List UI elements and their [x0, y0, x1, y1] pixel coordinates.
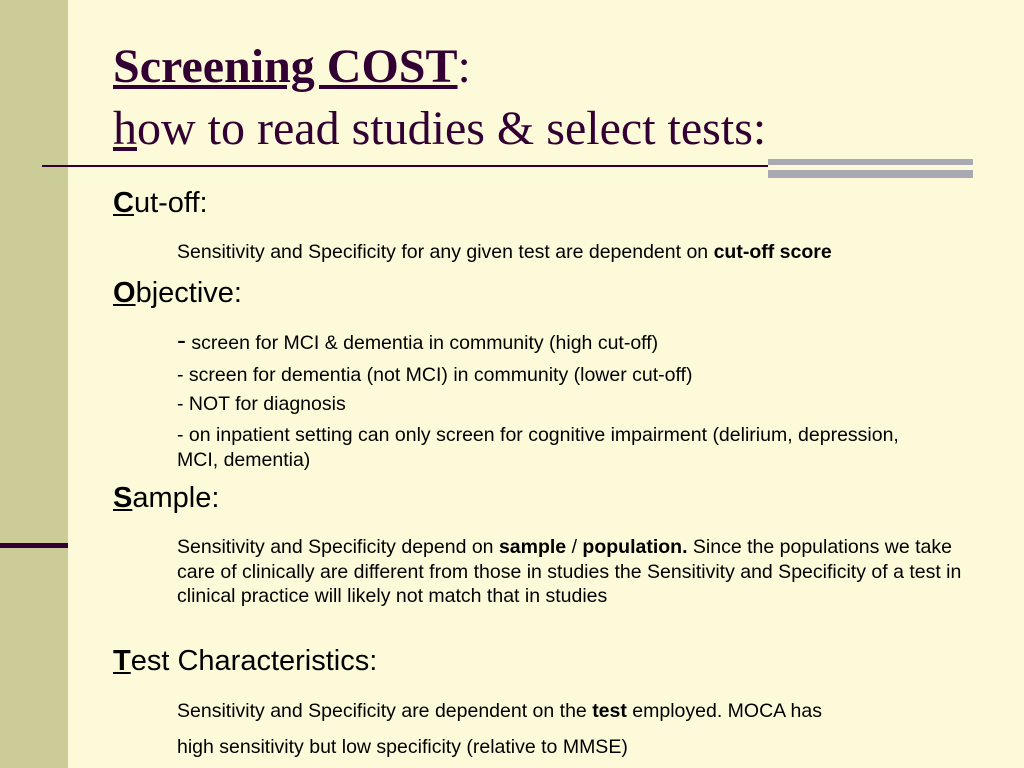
- test-text-1: Sensitivity and Specificity are dependent on the: [177, 700, 593, 722]
- cut-off-text-bold: cut-off score: [713, 241, 832, 263]
- sample-sep: /: [566, 536, 583, 558]
- sample-text-1: Sensitivity and Specificity depend on: [177, 536, 499, 558]
- heading-sample-initial: S: [113, 482, 133, 514]
- heading-test-initial: T: [113, 645, 131, 677]
- objective-item-2: - screen for dementia (not MCI) in community (lower cut-off): [177, 364, 693, 386]
- objective-item-1-text: screen for MCI & dementia in community (high cut-off): [186, 332, 659, 354]
- heading-cut-off-initial: C: [113, 187, 134, 219]
- heading-objective-initial: O: [113, 277, 136, 309]
- title-accent-bar-gap: [768, 165, 973, 170]
- title-main: Screening COST: [113, 40, 458, 93]
- test-bold: test: [592, 700, 627, 722]
- cut-off-text-plain: Sensitivity and Specificity for any given test are dependent on: [177, 241, 714, 263]
- heading-test-characteristics: [113, 644, 377, 678]
- heading-sample-rest: ample:: [132, 482, 220, 514]
- sample-text: [177, 535, 977, 609]
- heading-cut-off-rest: ut-off:: [133, 187, 208, 219]
- title-sub-rest: ow to read studies & select tests:: [137, 102, 767, 155]
- heading-objective: [113, 276, 242, 310]
- cut-off-text: [177, 240, 832, 264]
- sidebar-accent-line: [0, 543, 68, 548]
- title-colon: :: [457, 40, 471, 93]
- sample-bold-1: sample: [498, 536, 567, 558]
- title-underline-rule: [42, 165, 772, 167]
- sample-bold-2: population.: [582, 536, 688, 558]
- test-text-2: employed. MOCA has: [626, 700, 822, 722]
- test-text-line-1: [177, 699, 822, 723]
- objective-item-4: - on inpatient setting can only screen for cognitive impairment (delirium, depression, MCI, dementia): [177, 424, 899, 471]
- title-subtitle: [113, 102, 766, 155]
- objective-item-3: - NOT for diagnosis: [177, 393, 346, 415]
- heading-cut-off: [113, 186, 208, 220]
- test-text-line-2: high sensitivity but low specificity (relative to MMSE): [177, 736, 628, 758]
- heading-objective-rest: bjective:: [135, 277, 242, 309]
- objective-item-1: [177, 325, 659, 355]
- slide-title: [113, 36, 766, 160]
- objective-item-1-dash: -: [177, 325, 186, 355]
- heading-test-rest: est Characteristics:: [130, 645, 378, 677]
- heading-sample: [113, 481, 219, 515]
- title-sub-first-letter: h: [113, 102, 137, 155]
- sidebar-band: [0, 0, 68, 768]
- sample-text-2: Since the populations we take care of clinically are different from those in studies the Sensitivity and Specificity of a test in clinical practice will likely not match that in studies: [177, 536, 962, 607]
